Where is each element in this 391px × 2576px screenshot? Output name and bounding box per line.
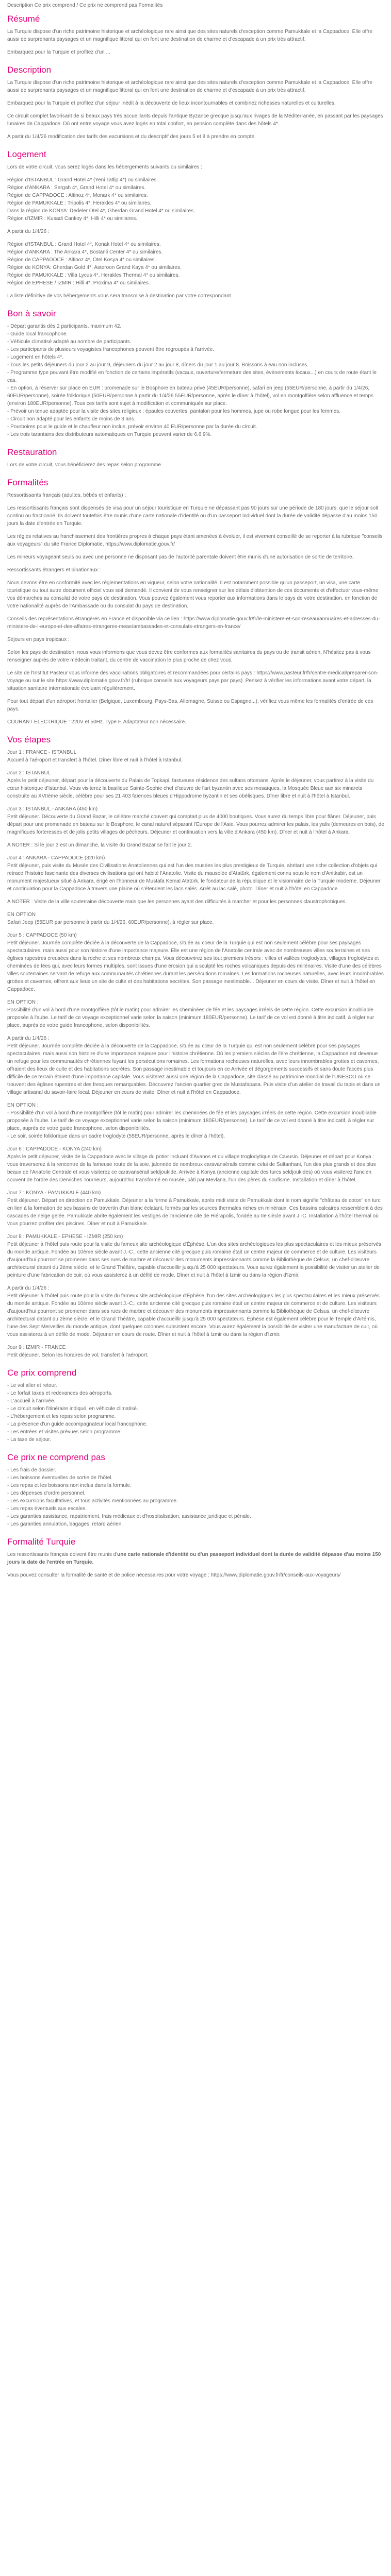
itinerary-day-heading: A partir du 1/4/26 :: [7, 1285, 50, 1291]
formalites-paragraph: Le site de l'Institut Pasteur vous informe des vaccinations obligatoires et recommandées pour certains pays : https://www.pasteur.fr/fr/centre-medical/preparer-son-voyage ou sur le site https://www.diplomatie.gouv.fr/fr/ (rubrique conseils aux voyageurs pays par pays). Pensez à vérifier les informations avant votre départ, la situation sanitaire internationale évoluant régulièrement.: [7, 670, 379, 691]
itinerary-day-body: Possibilité d'un vol à bord d'une montgolfière (tôt le matin) pour admirer les cheminées de fée et les paysages irréels de cette région. Cette excursion inoubliable proposée à l'aube. Le tarif de ce voyage exceptionnel varie selon la saison (minimum 180EUR/personne). Le tarif de ce vol est donné à titre indicatif, à régler sur place, auprès de votre guide francophone, selon disponibilités.: [7, 1007, 374, 1028]
itinerary-day-body: Petit déjeuner. Découverte du Grand Bazar, le célèbre marché couvert qui comptait plus de 4000 boutiques. Vous aurez du temps libre pour flâner. Déjeuner, puis départ pour une promenade en bateau sur le Bosphore, le canal naturel séparant l'Europe de l'Asie. Vous pourrez admirer les palais, les yalis (demeures en bois), de magnifiques forteresses et de jolis petits villages de pêcheurs. Déjeuner et continuation vers la ville d'Ankara (450 km). Dîner et nuit à l'hôtel à Ankara.: [7, 814, 384, 835]
list-item: - Le vol aller et retour.: [7, 1383, 57, 1388]
list-item: Région d'ISTANBUL : Grand Hotel 4*, Konak Hotel 4* ou similaires.: [7, 242, 161, 247]
itinerary-day-body: Petit déjeuner, puis visite du Musée des Civilisations Anatoliennes qui est l'un des musées les plus prestigieux de Turquie, abritant une riche collection d'objets qui retrace l'histoire fascinante des diverses civilisations qui ont habité l'Anatolie. Visite du mausolée d'Atatürk, également connu sous le nom d'Anitkabir, est un monument majestueux situé à Ankara, érigé en l'honneur de Mustafa Kemal Atatürk, le fondateur de la république et le visionnaire de la Turquie moderne. Déjeuner et continuation pour la Cappadoce à travers une plaine où s'étendent les lacs salés. Arrêt au lac salé, photo. Dîner et nuit à l'hôtel en Cappadoce.: [7, 863, 381, 892]
list-item: Région d'ANKARA : Sergah 4*, Grand Hotel 4* ou similaires.: [7, 185, 146, 191]
list-item: - Les boissons éventuelles de sortie de l'hôtel.: [7, 1475, 113, 1481]
itinerary-day-body: Safari Jeep (55EUR par personne à partir du 1/4/26, 60EUR/personne), à régler sur place.: [7, 920, 214, 925]
itinerary-day-body: Petit déjeuner à l'hôtel puis route pour la visite du fameux site archéologique d'Éphèse. L'un des sites archéologiques les plus spectaculaires et les mieux préservés du monde antique. Fondée au 10ème siècle avant J.-C., cette ancienne cité grecque puis romaine était un centre majeur de commerce et de culture. Les visiteurs d'aujourd'hui pourront se promener dans ses rues de marbre et découvrir des monuments impressionnants comme la Bibliothèque de Celsus, un chef-d'œuvre architectural datant du 2ème siècle, et le Grand Théâtre, capable d'accueillir jusqu'à 25 000 spectateurs. Vous aurez également la possibilité de visiter un atelier de peinture d'une fabrication de cuir, où vous assisterez à un défilé de mode. Dîner et nuit à l'hôtel à Izmir ou dans la région d'Izmir.: [7, 1242, 382, 1278]
itinerary-day-heading: Jour 4 : ANKARA - CAPPADOCE (320 km): [7, 855, 105, 861]
prix-comprend-list: [7, 1382, 385, 1444]
section-title-prix-comprend: Ce prix comprend: [7, 1368, 77, 1378]
prix-ne-comprend-pas-list: [7, 1466, 385, 1528]
list-item: - L'accueil à l'arrivée.: [7, 1398, 56, 1404]
list-item: Région de KONYA: Gherdan Gold 4*, Asteroon Grand Kaya 4* ou similaires.: [7, 265, 182, 270]
itinerary-day: [7, 898, 385, 906]
itinerary-day: [7, 998, 385, 1029]
logement-hotel-list: [7, 176, 385, 223]
itinerary-day-body: Petit déjeuner. Journée complète dédiée à la découverte de la Cappadoce, située au cœur de la Turquie qui est non seulement célèbre pour ses paysages spectaculaires, mais aussi son histoire d'une importance majeure pour l'histoire chrétienne. Dû les premiers siècles de l'ère chrétienne, la Cappadoce est devenue un refuge pour les communautés chrétiennes fuyant les persécutions romaines. Les formations rocheuses naturelles, avec leurs innombrables grottes et cavernes, offraient des lieux de culte et des habitations secrètes. Son passage inestimable et toujours en ce Arrivée et dégorgements successifs et sans doute l'accès plus difficile de ce terrain étaient d'une importance capitale. Vous visiterez aussi une région de la Cappadoce, site classé au patrimoine mondial de l'UNESCO où se trouvent des églises rupestres et des fresques remarquables. Découvrez l'ancien quartier grec de Mustafapasa. Puis visite d'un atelier de travail du tapis et dans un village artisanal du savoir-faire local. Déjeuner en cours de visite. Dîner et nuit à l'hôtel en Cappadoce.: [7, 1043, 381, 1095]
description-paragraph-4: A partir du 1/4/26 modification des tarifs des excursions et du descriptif des jours 5 et 8 à prendre en compte.: [7, 134, 256, 140]
list-item: - Circuit non adapté pour les enfants de moins de 3 ans.: [7, 416, 136, 422]
section-title-resume: Résumé: [7, 14, 40, 24]
itinerary-day-heading: Jour 9 : IZMIR - FRANCE: [7, 1345, 66, 1350]
formalite-turquie-paragraph: [7, 1551, 385, 1566]
description-paragraph-1: La Turquie dispose d'un riche patrimoine historique et archéologique rare ainsi que des sites naturels d'exception comme Pamukkale et la Cappadoce. Elle offre aussi de surprenants paysages et un magnifique littoral qui en font une destination de charme et d'escapade à un prix très attractif.: [7, 80, 372, 93]
itinerary-day-body: - Possibilité d'un vol à bord d'une montgolfière (tôt le matin) pour admirer les cheminées de fée et les paysages irréels de cette région. Cette excursion inoubliable proposée à l'aube. Le tarif de ce voyage exceptionnel varie selon la saison (minimum 180EUR/personne). Le tarif de ce vol est donné à titre indicatif, à régler sur place, auprès de votre guide francophone, selon disponibilités. - Le soir, soirée folklorique dans un cadre troglodyte (55EUR/personne, après le dîner à l'hôtel).: [7, 1110, 377, 1139]
list-item: - Les frais de dossier.: [7, 1467, 57, 1473]
itinerary-day-heading: Jour 7 : KONYA - PAMUKKALE (440 km): [7, 1190, 101, 1196]
list-item: - Les garanties assistance, rapatriement, frais médicaux et d'hospitalisation, assistance juridique et pénale.: [7, 1514, 251, 1519]
itinerary-day: [7, 1145, 385, 1184]
section-resume: [7, 13, 385, 56]
formalites-paragraph: Les règles relatives au franchissement des frontières propres à chaque pays étant amenées à évoluer, il est vivement conseillé de se reporter à la rubrique "conseils aux voyageurs" du site France Diplomatie, https://www.diplomatie.gouv.fr/: [7, 534, 383, 547]
itinerary-day-heading: Jour 2 : ISTANBUL: [7, 770, 51, 776]
section-prix-ne-comprend-pas: [7, 1452, 385, 1528]
itinerary-day-body: Petit déjeuner. Journée complète dédiée à la découverte de la Cappadoce, située au coeur de la Turquie qui est non seulement célèbre pour ses paysages spectaculaires, mais aussi pour son histoire d'une importance majeure. Elle est une région de l'Anatolie centrale avec de nombreuses villes souterraines et ses églises rupestres creusées dans la roche et ses nombreux champs. Vous découvrirez ses tout premiers trésors : villes et vallées troglodytes, villages troglodytes et cheminées de fées qui, avec leurs formes multiples, sont issues d'une érosion qui a sculpté les roches volcaniques depuis des millénaires. Visite d'une des célèbres villes souterraines servant de refuge aux communautés chrétiennes durant les persécutions romaines. Les formations rocheuses naturelles, avec leurs innombrables grottes et cavernes, offrent aux lieux un site de culte et des habitations secrètes. Son passage inestimable... Déjeuner en cours de visite. Dîner et nuit à l'hôtel en Cappadoce.: [7, 940, 384, 992]
itinerary-day: [7, 1284, 385, 1338]
itinerary-day: [7, 841, 385, 849]
section-restauration: [7, 447, 385, 469]
section-title-restauration: Restauration: [7, 447, 57, 457]
list-item: - Guide local francophone.: [7, 331, 68, 337]
formalites-paragraph: Ressortissants étrangers et binationaux :: [7, 567, 101, 573]
list-item: - La taxe de séjour.: [7, 1437, 52, 1443]
section-title-formalite-turquie: Formalité Turquie: [7, 1537, 76, 1547]
breadcrumb-nav[interactable]: Description Ce prix comprend / Ce prix ne comprend pas Formalités: [7, 3, 163, 8]
list-item: - Départ garantis dès 2 participants, maximum 42.: [7, 324, 122, 329]
list-item: Région de PAMUKKALE : Villa Lycus 4*, Herakles Thermal 4* ou similaires.: [7, 273, 180, 278]
itinerary-day: [7, 1344, 385, 1359]
formalites-paragraph: Nous devons être en conformité avec les réglementations en vigueur, selon votre nationalité. Il est notamment possible qu'un passeport, un visa, une carte touristique ou tout autre document officiel vous soit demandé. Il convient de vous renseigner sur les délais d'obtention de ces documents et d'effectuer vous-même vos démarches au consulat de votre pays de destination. Vous pouvez également vous reporter aux informations dans le pays de votre destination, en fonction de votre nationalité auprès de l'Ambassade ou du consulat du pays de destination.: [7, 580, 379, 609]
itinerary-day-heading: A NOTER : Visite de la ville souterraine découverte mais que les personnes ayant des difficultés à marcher et pour les personnes claustrophobiques.: [7, 899, 347, 905]
itinerary-day: [7, 769, 385, 800]
formalites-paragraph: Pour tout départ d'un aéroport frontalier (Belgique, Luxembourg, Pays-Bas, Allemagne, Suisse ou Espagne...), vérifiez vous même les formalités d'entrée de ces pays.: [7, 699, 373, 712]
itinerary-day-body: Après le petit déjeuner, départ pour la découverte du Palais de Topkapi, fastueuse résidence des sultans ottomans. Après le déjeuner, vous partirez à la visite du cœur historique d'Istanbul. Vous visiterez la basilique Sainte-Sophie chef d'œuvre de l'art byzantin avec ses mosaïques, la Mosquée Bleue aux six minarets construite au XVIIème siècle, célèbre pour ses 21 403 faïences bleues d'Hippodrome byzantin et ses obélisques. Dîner libre et nuit à l'hôtel à Istanbul.: [7, 778, 374, 799]
formalite-emphasis: une carte nationale d'identité ou d'un passeport individuel dont la durée de validité dépasse d'au moins 150 jours la date de l'entrée en Turquie.: [7, 1552, 381, 1565]
formalites-paragraph: Ressortissants français (adultes, bébés et enfants) :: [7, 493, 126, 498]
list-item: Région de EPHESE / IZMIR : Hilli 4*, Proxima 4* ou similaires.: [7, 280, 150, 286]
list-item: Région de CAPPADOCE : Altinoz 4*, Otel Kosya 4* ou similaires.: [7, 257, 156, 263]
section-title-formalites: Formalités: [7, 478, 48, 487]
list-item: - Les trois tarantains des distributeurs automatiques en Turquie peuvent varier de 6,6 9%.: [7, 432, 212, 437]
list-item: - Les repas éventuels aux escales.: [7, 1506, 87, 1512]
section-prix-comprend: [7, 1367, 385, 1444]
itinerary-day-heading: Jour 6 : CAPPADOCE - KONYA (240 km): [7, 1146, 102, 1152]
formalites-paragraph: Selon les pays de destination, nous vous informons que vous devez être conformes aux formalités sanitaires du pays ou de transit aérien. N'hésitez pas à vous renseigner auprès de votre médecin traitant, du centre de vaccination le plus proche de chez vous.: [7, 650, 371, 663]
list-item: Région d'IZMIR : Kusadi Cankoy 4*, Hilli 4* ou similaires.: [7, 216, 138, 222]
list-item: - Les excursions facultatives, et tous activités mentionnées au programme.: [7, 1498, 178, 1504]
itinerary-day-heading: Jour 8 : PAMUKKALE - EPHESE - IZMIR (250 km): [7, 1234, 123, 1240]
itinerary-day: [7, 911, 385, 926]
section-formalite-turquie: [7, 1536, 385, 1579]
list-item: - Les dépenses d'ordre personnel.: [7, 1490, 86, 1496]
list-item: - Programme type pouvant être modifié en fonction de certains impératifs (vacaux, ouverture/fermeture des sites, évènements locaux...) en cours de route étant le cas.: [7, 370, 377, 383]
formalite-text: Les ressortissants français doivent être munis d': [7, 1552, 118, 1557]
itinerary-day: [7, 749, 385, 764]
itinerary-day-body: Petit déjeuner. Départ en direction de Pamukkale. Déjeuner a la ferme à Pamukkale, après midi visite de Pamukkale dont le nom signifie "château de coton" en turc en lien à la formation de ses bassins de travertin d'un blanc éclatant, formés par les sources thermales riches en minéraux. Ces bassins calcaires ressemblent à des cascades de neige gelée. Pamukkale abrite également les vestiges de l'ancienne cité de Hiérapolis, fondée au IIe siècle avant J.-C. Installation à l'hôtel thermal où vous pourrez profiter des piscines. Dîner et nuit à Pamukkale.: [7, 1198, 383, 1227]
section-title-prix-ne-comprend-pas: Ce prix ne comprend pas: [7, 1452, 105, 1462]
list-item: - Logement en hôtels 4*.: [7, 354, 63, 360]
formalites-paragraph: Séjours en pays tropicaux :: [7, 637, 70, 642]
itinerary-day-body: Accueil à l'aéroport et transfert à l'hôtel. Dîner libre et nuit à l'hôtel à Istanbul.: [7, 757, 183, 763]
section-logement: [7, 149, 385, 300]
restauration-paragraph: Lors de votre circuit, vous bénéficierez des repas selon programme.: [7, 462, 162, 468]
itinerary-day-body: Petit déjeuner. Selon les horaires de vol, transfert à l'aéroport.: [7, 1352, 149, 1358]
list-item: - Les entrées et visites prévues selon programme.: [7, 1429, 122, 1435]
section-title-etapes: Vos étapes: [7, 735, 51, 744]
list-item: Région d'ANKARA : The Ankara 4*, Bostanli Center 4* ou similaires.: [7, 249, 163, 255]
list-item: - Véhicule climatisé adapté au nombre de participants.: [7, 339, 132, 345]
itinerary-day-heading: A NOTER : Si le jour 3 est un dimanche, la visite du Grand Bazar se fait le jour 2.: [7, 842, 192, 848]
itinerary-day: [7, 1035, 385, 1096]
list-item: - Les repas et les boissons non inclus dans la formule.: [7, 1483, 132, 1488]
list-item: Région de PAMUKKALE : Tripolis 4*, Herakles 4* ou similaires.: [7, 200, 152, 206]
itinerary-day: [7, 1233, 385, 1279]
list-item: - Prévoir un tenue adaptée pour la visite des sites religieux : épaules couvertes, pantalon pour les hommes, jupe ou robe longue pour les femmes.: [7, 409, 340, 414]
list-item: Région de CAPPADOCE : Altinoz 4*, Monark 4* ou similaires.: [7, 193, 148, 198]
bon-a-savoir-list: [7, 323, 385, 438]
itinerary-day-heading: A partir du 1/4/26 :: [7, 1036, 50, 1041]
list-item: Dans la région de KONYA: Dedeler Otel 4*, Gherdan Grand Hotel 4* ou similaires.: [7, 208, 195, 214]
itinerary-day-heading: EN OPTION: [7, 912, 36, 918]
resume-paragraph-2: Embarquez pour la Turquie et profitez d'un ...: [7, 49, 110, 55]
section-title-description: Description: [7, 65, 52, 75]
section-description: [7, 64, 385, 141]
section-etapes: [7, 734, 385, 1359]
itinerary-day-body: Petit déjeuner à l'hôtel puis route pour la visite du fameux site archéologique d'Éphèse, l'un des sites archéologiques les plus spectaculaires et les mieux préservés du monde antique. Fondée au 10ème siècle avant J.-C., cette ancienne cité grecque puis romaine était un centre majeur de commerce et de culture. Les visiteurs d'aujourd'hui pourront se promener dans ses rues de marbre et découvrir des monuments impressionnants comme la Bibliothèque de Celsus, un chef-d'œuvre architectural datant du 2ème siècle, et le Grand Théâtre, capable d'accueillir jusqu'à 25 000 spectateurs. Éphèse est également célèbre pour le Temple d'Artémis, l'une des Sept Merveilles du monde antique, dont quelques colonnes subsistent encore. Vous aurez également la possibilité de visiter une manufacture de cuir, où vous assisterez à un défilé de mode. Déjeuner en cours de route. Dîner et nuit à l'hôtel à Izmir ou dans la région d'Izmir.: [7, 1293, 380, 1337]
itinerary-day: [7, 854, 385, 893]
logement-final-note: La liste définitive de vos hébergements vous sera transmise à destination par votre correspondant.: [7, 293, 233, 299]
itinerary-day: [7, 1189, 385, 1228]
itinerary-day-heading: EN OPTION :: [7, 999, 39, 1005]
description-paragraph-3: Ce circuit complet favorisant de si beaux pays très accueillants depuis l'antique Byzance grecque jusqu'aux rivages de la Méditerranée, en passant par les paysages lunaires de Cappadoce. Dû ont entre voyage vous avez logés en total confort, en pension complète dans des hôtels 4*.: [7, 113, 383, 127]
itinerary-day: [7, 805, 385, 836]
description-paragraph-2: Embarquez pour la Turquie et profitez d'un séjour inédit à la découverte de lieux incontournables et combinez richesses naturelles et culturelles.: [7, 100, 336, 106]
logement-date-note: A partir du 1/4/26 :: [7, 229, 50, 234]
itinerary-day-heading: Jour 5 : CAPPADOCE (50 km): [7, 933, 77, 938]
formalites-paragraph: Conseils des représentations étrangères en France et disponible via ce lien : https://www.diplomatie.gouv.fr/fr/le-ministere-et-son-reseau/annuaires-et-adresses-du-ministere-de-l-europe-et-des-affaires-etrangeres-meae/ambassades-et-consulats-etrangers-en-france/: [7, 616, 380, 630]
section-formalites: [7, 477, 385, 726]
itinerary-day-heading: EN OPTION :: [7, 1103, 39, 1108]
section-title-bon-a-savoir: Bon à savoir: [7, 309, 56, 318]
list-item: - Les garanties annulation, bagages, retard aérien.: [7, 1521, 123, 1527]
itinerary-day: [7, 931, 385, 993]
formalites-paragraph: Les mineurs voyageant seuls ou avec une personne ne disposant pas de l'autorité parentale doivent être munis d'une autorisation de sortie de territoire.: [7, 554, 354, 560]
formalites-paragraph: Les ressortissants français sont dispensés de visa pour un séjour touristique en Turquie ne dépassant pas 90 jours sur une période de 180 jours, que le séjour soit continu ou fractionné. Ils doivent toutefois être munis d'une carte nationale d'identité ou d'un passeport individuel dont la durée de validité dépasse d'au moins 150 jours la date d'entrée en Turquie.: [7, 505, 379, 527]
itinerary-days: [7, 749, 385, 1359]
itinerary-day-heading: Jour 3 : ISTANBUL - ANKARA (450 km): [7, 806, 98, 812]
itinerary-day: [7, 1101, 385, 1140]
formalite-turquie-link-paragraph[interactable]: Vous pouvez consulter la formalité de santé et de police nécessaires pour votre voyage : https://www.diplomatie.gouv.fr/fr/conseils-aux-voyageurs/: [7, 1572, 341, 1578]
section-title-logement: Logement: [7, 149, 46, 159]
list-item: - En option, à réserver sur place en EUR : promenade sur le Bosphore en bateau privé (45EUR/personne), safari en jeep (55EUR/personne, à partir du 1/4/26, 60EUR/personne), soirée folklorique (50EUR/personne à partir du 1/4/26 55EUR/personne, après le dîner à l'hôtel), vol en montgolfière selon affluence et temps (environ 180EUR/personne). Tous ces tarifs sont sujet à modification et communiqués sur place.: [7, 385, 373, 406]
list-item: - Le circuit selon l'itinéraire indiqué, en véhicule climatisé.: [7, 1406, 138, 1412]
list-item: - Pourboires pour le guide et le chauffeur non inclus, prévoir environ 40 EUR/personne par la durée du circuit.: [7, 424, 257, 430]
list-item: - Les participants de plusieurs voyagistes francophones peuvent être regroupés à l'arrivée.: [7, 347, 215, 352]
logement-intro: Lors de votre circuit, vous serez logés dans les hébergements suivants ou similaires :: [7, 164, 202, 170]
list-item: - La présence d'un guide accompagnateur local francophone.: [7, 1421, 148, 1427]
resume-paragraph-1: La Turquie dispose d'un riche patrimoine historique et archéologique rare ainsi que des sites naturels d'exception comme Pamukkale et la Cappadoce. Elle offre aussi de surprenants paysages et un magnifique littoral qui en font une destination de charme et d'escapade à un prix très attractif.: [7, 29, 372, 42]
section-bon-a-savoir: [7, 308, 385, 438]
list-item: - Le forfait taxes et redevances des aéroports.: [7, 1391, 112, 1396]
itinerary-day-body: Après le petit déjeuner, visite de la Cappadoce avec le village du potier incluant d'Avanos et du village troglodytique de Cavusin. Déjeuner et départ pour Konya : vous traverserez à la rencontre de la fameuse route de la soie, jalonnée de nombreux caravansérails comme celui de Sultanhani, l'un des plus grands et des plus beaux de l'Anatolie Centrale et vous visiterez ce caravansérail seldjoukide. Arrivée à Konya (ancienne capitale des turcs seldjoukides) où vous visiterez l'ancien couvent de l'ordre des Derviches Tourneurs, aujourd'hui transformé en musée, bâti par Mevlana, l'un des pères du soufisme. Installation et dîner à l'hôtel.: [7, 1154, 376, 1183]
formalites-paragraph: COURANT ELECTRIQUE : 220V et 50Hz. Type F. Adaptateur non nécessaire.: [7, 719, 187, 725]
list-item: - Tous les petits déjeuners du jour 2 au jour 9, déjeuners du jour 2 au jour 8, dîners du jour 1 au jour 8. Boissons à eau non incluses.: [7, 362, 309, 368]
logement-hotel-list-2026: [7, 241, 385, 287]
list-item: - L'hébergement et les repas selon programme.: [7, 1414, 116, 1419]
list-item: Région d'ISTANBUL : Grand Hotel 4* (Yeni Tatlip 4*) ou similaires.: [7, 177, 158, 183]
itinerary-day-heading: Jour 1 : FRANCE - ISTANBUL: [7, 750, 77, 755]
